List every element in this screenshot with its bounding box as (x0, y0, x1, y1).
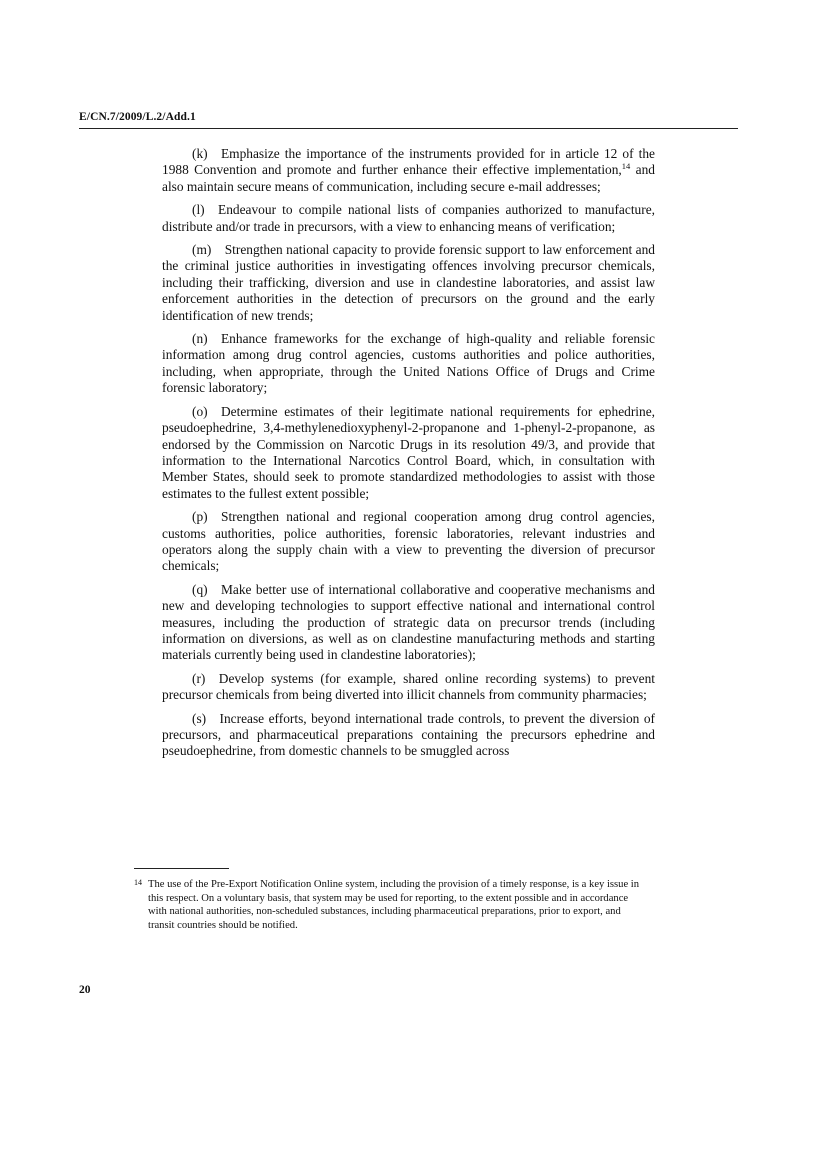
paragraph-p: (p) Strengthen national and regional cooperation among drug control agencies, customs authorities, police authorities, forensic laboratories, relevant industries and operators along the supply chain with a view to preventing the diversion of precursor chemicals; (162, 509, 655, 574)
document-symbol: E/CN.7/2009/L.2/Add.1 (79, 111, 196, 123)
paragraph-k (162, 146, 655, 195)
paragraph-k-text-before: (k) Emphasize the importance of the instruments provided for in article 12 of the 1988 Convention and promote and further enhance their effective implementation, (162, 146, 655, 178)
footnote-divider (134, 868, 229, 869)
header-divider (79, 128, 738, 129)
paragraph-o: (o) Determine estimates of their legitimate national requirements for ephedrine, pseudoephedrine, 3,4-methylenedioxyphenyl-2-propanone and 1-phenyl-2-propanone, as endorsed by the Commission on Narcotic Drugs in its resolution 49/3, and provide that information to the International Narcotics Control Board, which, in consultation with Member States, should seek to promote standardized methodologies to assist with those estimates to the fullest extent possible; (162, 403, 655, 501)
paragraph-n: (n) Enhance frameworks for the exchange of high-quality and reliable forensic information among drug control agencies, customs authorities and police authorities, including, when appropriate, through the United Nations Office of Drugs and Crime forensic laboratory; (162, 331, 655, 396)
paragraph-s: (s) Increase efforts, beyond international trade controls, to prevent the diversion of precursors, and pharmaceutical preparations containing the precursors ephedrine and pseudoephedrine, from domestic channels to be smuggled across (162, 710, 655, 759)
footnote (134, 876, 646, 932)
paragraph-k-text-after: and also maintain secure means of communication, including secure e-mail addresses; (162, 162, 655, 194)
body-text (162, 146, 655, 767)
footnote-text: The use of the Pre-Export Notification Online system, including the provision of a timely response, is a key issue in this respect. On a voluntary basis, that system may be used for reporting, to the extent possible and in accordance with national authorities, non-scheduled substances, including pharmaceutical preparations, prior to export, and transit countries should be notified. (148, 879, 640, 931)
footnote-reference[interactable]: 14 (621, 161, 631, 172)
page-number: 20 (79, 984, 91, 996)
footnote-number: 14 (134, 878, 142, 887)
paragraph-m: (m) Strengthen national capacity to provide forensic support to law enforcement and the criminal justice authorities in investigating offences involving precursor chemicals, including their trafficking, diversion and use in clandestine laboratories, and assist law enforcement authorities in the detection of precursors on the ground and the early identification of new trends; (162, 242, 655, 323)
paragraph-q: (q) Make better use of international collaborative and cooperative mechanisms and new and developing technologies to support effective national and international control measures, including the production of strategic data on precursor trends (including information on diversions, as well as on clandestine manufacturing methods and starting materials currently being used in clandestine laboratories); (162, 581, 655, 663)
paragraph-r: (r) Develop systems (for example, shared online recording systems) to prevent precursor chemicals from being diverted into illicit channels from community pharmacies; (162, 670, 655, 703)
paragraph-l: (l) Endeavour to compile national lists of companies authorized to manufacture, distribute and/or trade in precursors, with a view to enhancing means of verification; (162, 202, 655, 234)
